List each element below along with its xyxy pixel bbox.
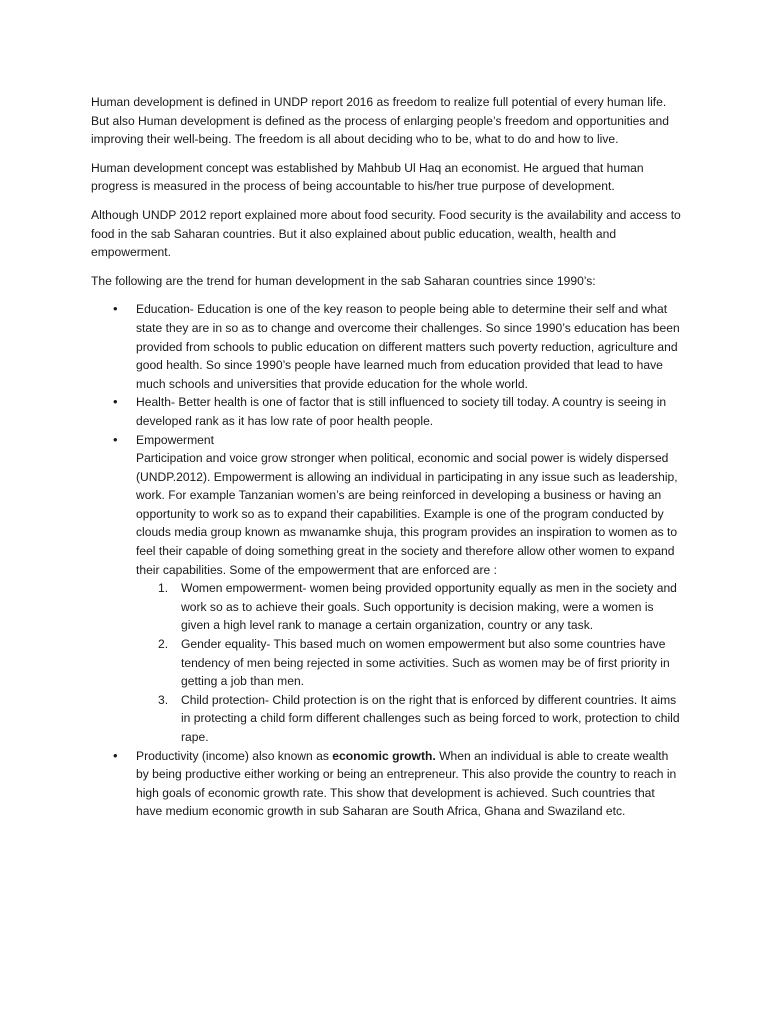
bullet-health-text: Health- Better health is one of factor that is still influenced to society till today. A country is seeing in developed rank as it has low rate of poor health people. [136, 395, 667, 428]
productivity-text-after: When an individual is able to create wealth by being productive either working or being an entrepreneur. This also provide the country to reach in high goals of economic growth rate. This show that development is achieved. Such countries that have medium economic growth in sub Saharan are South Africa, Ghana and Swaziland etc. [136, 748, 677, 819]
numbered-item-text: Women empowerment- women being provided opportunity equally as men in the society and work so as to achieve their goals. Such opportunity is decision making, were a women is given a high level rank to manage a certain organization, country or any task. [181, 581, 677, 633]
productivity-bold-term: economic growth. [332, 748, 436, 763]
list-number: 2. [158, 637, 169, 652]
trend-bullet-list [91, 300, 681, 821]
paragraph-trend-intro: The following are the trend for human development in the sab Saharan countries since 1990’s: [91, 273, 596, 288]
numbered-item-text: Child protection- Child protection is on the right that is enforced by different countries. It aims in protecting a child form different challenges such as being forced to work, protection to child rape. [181, 692, 680, 744]
paragraph-mahbub-ul-haq: Human development concept was established by Mahbub Ul Haq an economist. He argued that human progress is measured in the process of being accountable to his/her true purpose of development. [91, 160, 644, 194]
bullet-education-text: Education- Education is one of the key reason to people being able to determine their self and what state they are in so as to change and overcome their challenges. So since 1990’s education has been provided from schools to public education on different matters such poverty reduction, agriculture and good health. So since 1990’s people have learned much from education provided that lead to have much schools and universities that provide education for the whole world. [136, 302, 680, 391]
document-page [91, 93, 681, 821]
productivity-text-before: Productivity (income) also known as [136, 748, 333, 763]
numbered-item-text: Gender equality- This based much on women empowerment but also some countries have tendency of men being rejected in some activities. Such as women may be of first priority in getting a job than men. [181, 637, 670, 689]
bullet-empowerment [91, 431, 681, 747]
bullet-health [91, 393, 681, 430]
paragraph-undp-2016: Human development is defined in UNDP report 2016 as freedom to realize full potential of every human life. But also Human development is defined as the process of enlarging people’s freedom and opportunities and improving their well-being. The freedom is all about deciding who to be, what to do and how to live. [91, 95, 669, 147]
empowerment-title: • Empowerment [136, 432, 214, 447]
list-number: 3. [158, 692, 169, 707]
bullet-education [91, 300, 681, 393]
numbered-item-child-protection [136, 691, 681, 747]
empowerment-body: Participation and voice grow stronger when political, economic and social power is widely dispersed (UNDP.2012). Empowerment is allowing an individual in participating in any issue such as leadership, work. For example Tanzanian women’s are being reinforced in developing a business or having an opportunity to work so as to expand their capabilities. Example is one of the program conducted by clouds media group known as mwanamke shuja, this program provides an inspiration to women as to feel their capable of doing something great in the society and therefore allow other women to expand their capabilities. Some of the empowerment that are enforced are : [136, 451, 678, 577]
numbered-item-gender-equality [136, 635, 681, 691]
empowerment-numbered-list [136, 579, 681, 746]
numbered-item-women-empowerment [136, 579, 681, 635]
bullet-productivity [91, 747, 681, 821]
paragraph-undp-2012: Although UNDP 2012 report explained more about food security. Food security is the availability and access to food in the sab Saharan countries. But it also explained about public education, wealth, health and empowerment. [91, 207, 681, 260]
list-number: 1. [158, 581, 169, 596]
